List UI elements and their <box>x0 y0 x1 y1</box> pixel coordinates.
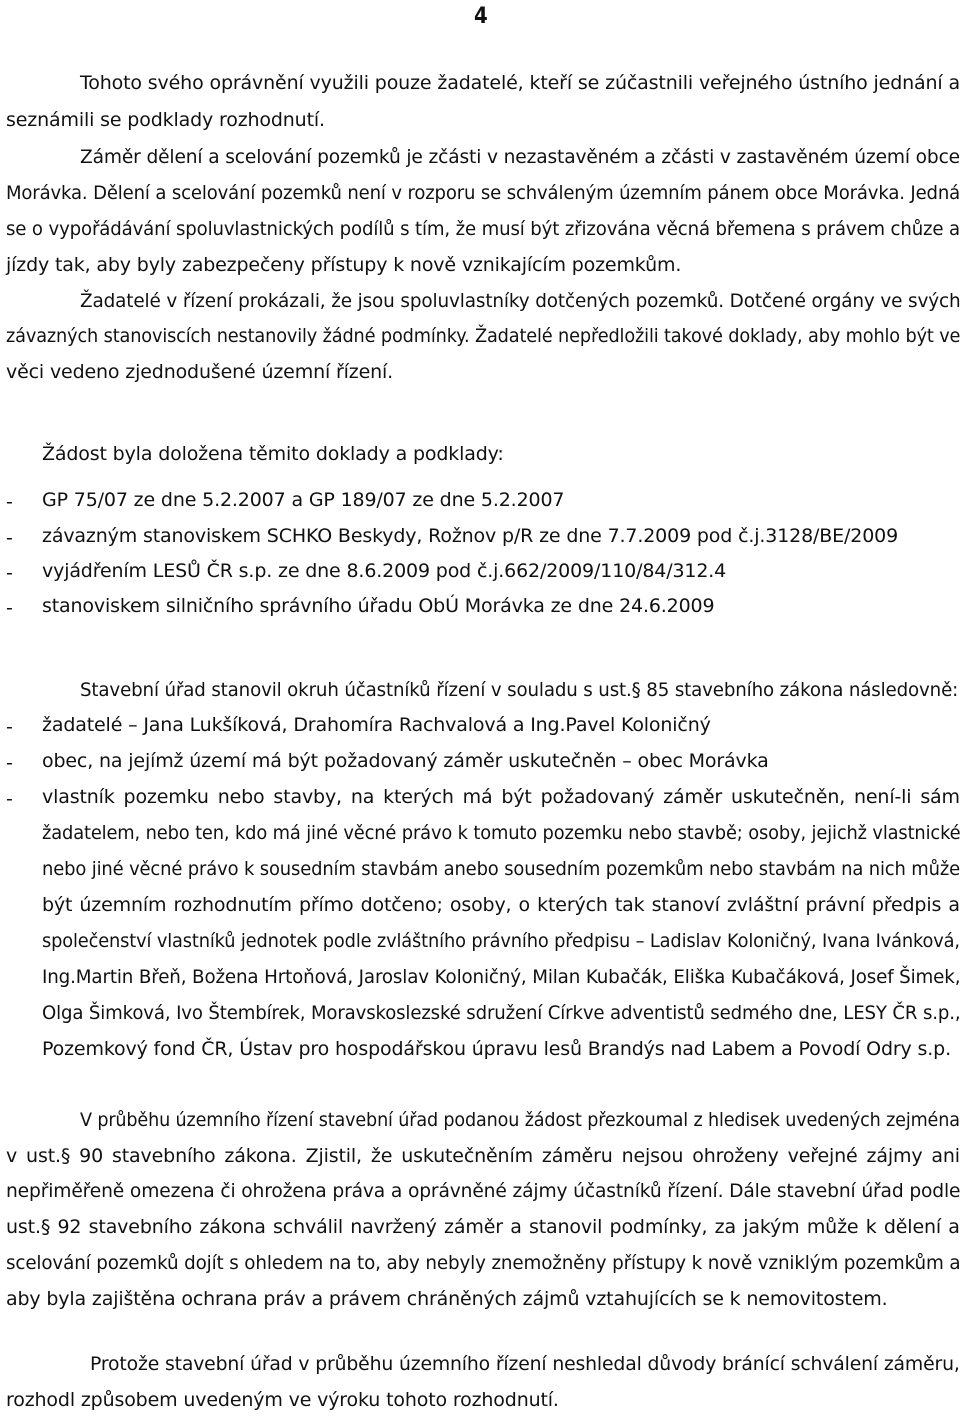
word: kterých <box>537 894 608 916</box>
word: dělení <box>883 1216 941 1238</box>
participants-dash: - <box>6 716 13 738</box>
paragraph-2-line: Záměr dělení a scelování pozemků je zčásti v nezastavěném a zčásti v zastavěném území obce <box>80 146 960 168</box>
word: zvláštní <box>726 894 799 916</box>
participants-dash: - <box>6 788 13 810</box>
word: jakým <box>743 1216 800 1238</box>
word: územním <box>79 894 167 916</box>
word: dotčeno; <box>360 894 443 916</box>
page-number: 4 <box>474 4 488 29</box>
word: na <box>350 786 375 808</box>
word: záměru <box>541 1145 613 1167</box>
word: přímo <box>298 894 354 916</box>
word: být <box>501 786 532 808</box>
paragraph-2-line: se o vypořádávání spoluvlastnických podílů s tím, že musí být zřizována věcná břemena s právem chůze a <box>6 218 960 240</box>
word: ust.§ <box>26 1145 71 1167</box>
participants-item: obec, na jejímž území má být požadovaný záměr uskutečněn – obec Morávka <box>42 750 769 772</box>
word: záměr <box>444 1216 503 1238</box>
word: kterých <box>383 786 454 808</box>
word: nebo <box>217 786 265 808</box>
word: stavebního <box>112 1145 216 1167</box>
word: tak <box>614 894 645 916</box>
word: zákona. <box>224 1145 297 1167</box>
word: pozemku <box>123 786 209 808</box>
participants-item-line: žadatelem, nebo ten, kdo má jiné věcné právo k tomuto pozemku nebo stavbě; osoby, jejichž vlastnické <box>42 822 960 844</box>
documents-item: závazným stanoviskem SCHKO Beskydy, Rožnov p/R ze dne 7.7.2009 pod č.j.3128/BE/2009 <box>42 525 899 547</box>
word: uskutečněním <box>401 1145 533 1167</box>
word: oprávnění <box>209 72 304 94</box>
documents-dash: - <box>6 597 13 619</box>
word: stanoví <box>651 894 720 916</box>
paragraph-1-line <box>80 72 960 94</box>
paragraph-5-line: rozhodl způsobem uvedeným ve výroku tohoto rozhodnutí. <box>6 1389 559 1411</box>
word: a <box>948 1216 960 1238</box>
participants-item-line: Pozemkový fond ČR, Ústav pro hospodářskou úpravu lesů Brandýs nad Labem a Povodí Odry s.p. <box>42 1038 951 1060</box>
documents-dash: - <box>6 527 13 549</box>
word: není-li <box>854 786 912 808</box>
word: ani <box>931 1145 960 1167</box>
word: stanovil <box>528 1216 603 1238</box>
word: kteří <box>529 72 572 94</box>
paragraph-4-line: nepřiměřeně omezena či ohrožena práva a oprávněné zájmy účastníků řízení. Dále stavební úřad podle <box>6 1180 960 1202</box>
word: uskutečněn, <box>730 786 846 808</box>
word: schválil <box>273 1216 343 1238</box>
paragraph-2-line: Morávka. Dělení a scelování pozemků není v rozporu se schváleným územním pánem obce Morávka. Jedná <box>6 182 960 204</box>
word: jednání <box>873 72 943 94</box>
participants-item-line: nebo jiné věcné právo k sousedním stavbám anebo sousedním pozemkům nebo stavbám na nich může <box>42 858 960 880</box>
paragraph-3-line: závazných stanoviscích nestanovily žádné podmínky. Žadatelé nepředložili takové doklady, aby mohlo být ve <box>6 325 960 347</box>
word: ústního <box>798 72 868 94</box>
word: ust.§ <box>6 1216 51 1238</box>
participants-item-line: Olga Šimková, Ivo Štembírek, Moravskoslezské sdružení Církve adventistů sedmého dne, LESY ČR s.p., <box>42 1002 960 1024</box>
word: stavebního <box>88 1216 193 1238</box>
paragraph-4-line <box>6 1145 960 1167</box>
word: předpis <box>871 894 942 916</box>
paragraph-4-line <box>6 1216 960 1238</box>
word: navržený <box>350 1216 437 1238</box>
word: zákona <box>199 1216 266 1238</box>
word: v <box>6 1145 18 1167</box>
word: k <box>865 1216 877 1238</box>
participants-item-line: společenství vlastníků jednotek podle zvláštního právního předpisu – Ladislav Koloničný, Ivana Ivánková, <box>42 930 960 952</box>
word: a <box>948 72 960 94</box>
paragraph-4-line: scelování pozemků dojít s ohledem na to, aby nebyly znemožněny přístupy k nově vzniklým pozemkům a <box>6 1252 960 1274</box>
paragraph-5-line: Protože stavební úřad v průběhu územního řízení neshledal důvody bránící schválení záměru, <box>90 1353 960 1375</box>
paragraph-3-line: Žadatelé v řízení prokázali, že jsou spoluvlastníky dotčených pozemků. Dotčené orgány ve svých <box>80 290 960 312</box>
word: záměr <box>663 786 723 808</box>
word: má <box>462 786 493 808</box>
word: rozhodnutím <box>173 894 292 916</box>
documents-item: vyjádřením LESŮ ČR s.p. ze dne 8.6.2009 pod č.j.662/2009/110/84/312.4 <box>42 560 727 582</box>
word: zájmy <box>866 1145 923 1167</box>
participants-item-line <box>42 894 960 916</box>
word: využili <box>309 72 369 94</box>
word: podmínky, <box>609 1216 708 1238</box>
word: veřejné <box>787 1145 858 1167</box>
word: 90 <box>79 1145 104 1167</box>
paragraph-4-line: aby byla zajištěna ochrana práv a právem chráněných zájmů vztahujících se k nemovitostem. <box>6 1288 888 1310</box>
word: svého <box>147 72 204 94</box>
word: být <box>42 894 73 916</box>
word: pouze <box>374 72 432 94</box>
word: Tohoto <box>80 72 142 94</box>
documents-item: stanoviskem silničního správního úřadu ObÚ Morávka ze dne 24.6.2009 <box>42 595 715 617</box>
participants-item-line: Ing.Martin Břeň, Božena Hrtoňová, Jaroslav Koloničný, Milan Kubačák, Eliška Kubačáková, Josef Šimek, <box>42 966 960 988</box>
participants-heading: Stavební úřad stanovil okruh účastníků řízení v souladu s ust.§ 85 stavebního zákona následovně: <box>80 679 959 701</box>
word: žadatelé, <box>437 72 524 94</box>
paragraph-4-line: V průběhu územního řízení stavební úřad podanou žádost přezkoumal z hledisek uvedených zejména <box>80 1109 960 1131</box>
documents-heading: Žádost byla doložena těmito doklady a podklady: <box>42 443 504 465</box>
word: veřejného <box>698 72 793 94</box>
word: ohroženy <box>692 1145 779 1167</box>
word: zúčastnili <box>605 72 693 94</box>
word: o <box>518 894 531 916</box>
word: se <box>577 72 600 94</box>
participants-item-line <box>42 786 960 808</box>
word: sám <box>920 786 960 808</box>
word: právní <box>805 894 865 916</box>
word: a <box>510 1216 522 1238</box>
word: že <box>370 1145 393 1167</box>
word: za <box>714 1216 736 1238</box>
word: požadovaný <box>540 786 655 808</box>
word: a <box>948 894 960 916</box>
word: 92 <box>57 1216 82 1238</box>
word: Zjistil, <box>305 1145 362 1167</box>
documents-dash: - <box>6 562 13 584</box>
documents-item: GP 75/07 ze dne 5.2.2007 a GP 189/07 ze dne 5.2.2007 <box>42 489 565 511</box>
documents-dash: - <box>6 491 13 513</box>
word: stavby, <box>273 786 342 808</box>
word: osoby, <box>449 894 512 916</box>
paragraph-2-line: jízdy tak, aby byly zabezpečeny přístupy k nově vznikajícím pozemkům. <box>6 254 682 276</box>
word: vlastník <box>42 786 115 808</box>
participants-item: žadatelé – Jana Lukšíková, Drahomíra Rachvalová a Ing.Pavel Koloničný <box>42 714 711 736</box>
word: může <box>806 1216 859 1238</box>
paragraph-3-line: věci vedeno zjednodušené územní řízení. <box>6 361 394 383</box>
participants-dash: - <box>6 752 13 774</box>
paragraph-1-line: seznámili se podklady rozhodnutí. <box>6 109 325 131</box>
word: nejsou <box>621 1145 684 1167</box>
